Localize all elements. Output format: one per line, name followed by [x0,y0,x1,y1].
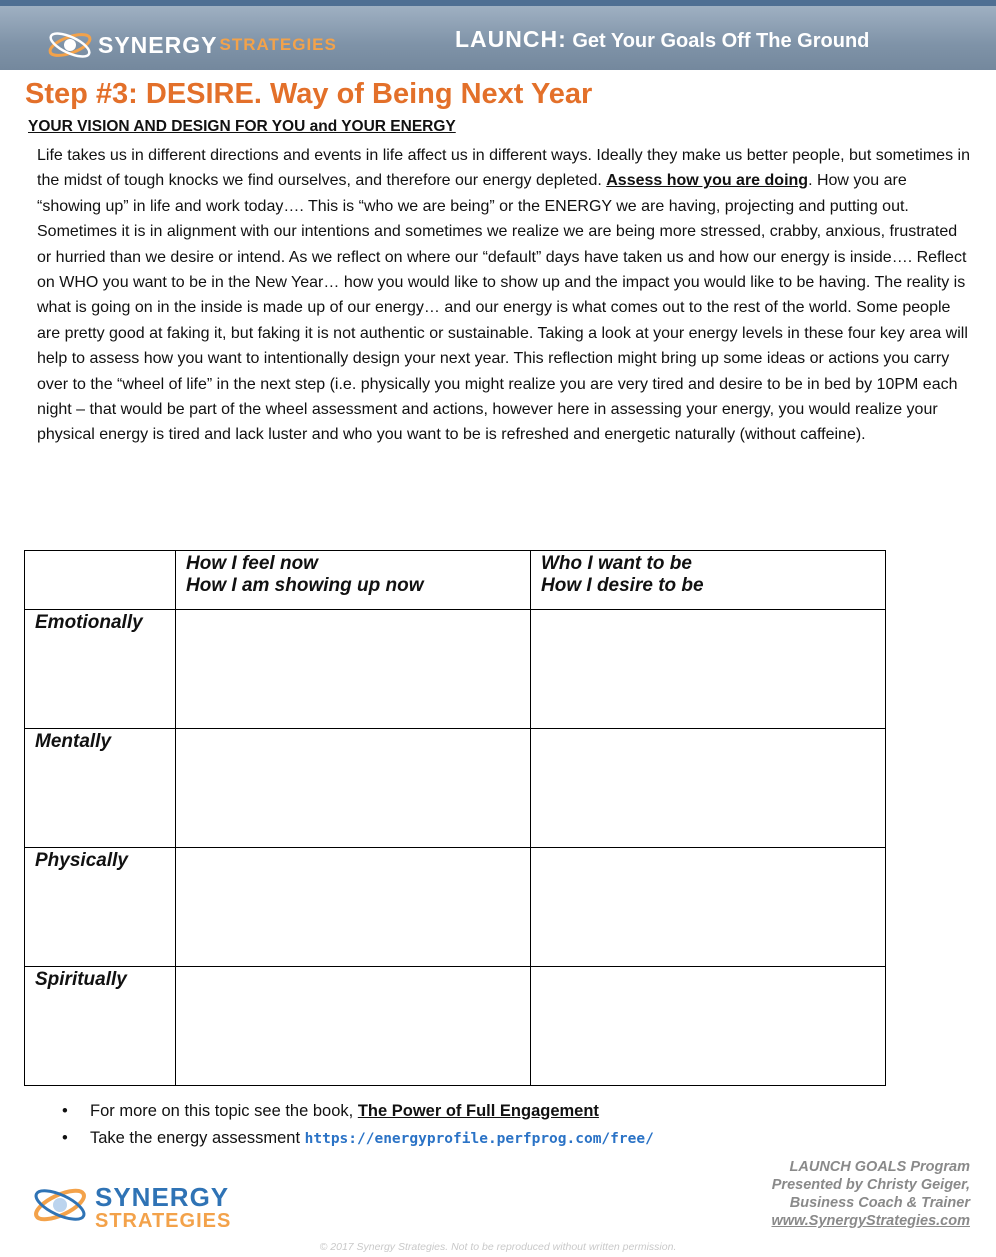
table-row [25,848,886,967]
brand-logo [46,28,337,62]
footer-brand-primary: SYNERGY [95,1182,230,1212]
body-rest: . How you are “showing up” in life and work today…. This is “who we are being” or the ENERGY we are having, projecting and putting out. Sometimes it is in alignment with our intentions and sometimes we realize we are being more stressed, crabby, anxious, frustrated or hurried than we desire or intend. As we reflect on where our “default” days have taken us and how our energy is inside…. Reflect on WHO you want to be in the New Year… how you would like to show up and the impact you would like to be having. The reality is what is going on in the inside is made up of our energy… and our energy is what comes out to the rest of the world. Some people are pretty good at faking it, but faking it is not authentic or sustainable. Taking a look at your energy levels in these four key area will help to assess how you want to intentionally design your next year. This reflection might bring up some ideas or actions you carry over to the “wheel of life” in the next step (i.e. physically you might realize you are very tired and desire to be in bed by 10PM each night – that would be part of the wheel assessment and actions, however here in assessing your energy, you would realize your physical energy is tired and lack luster and who you want to be is refreshed and energetic naturally (without caffeine). [37,172,968,444]
copyright-notice: © 2017 Synergy Strategies. Not to be reproduced without written permission. [319,1241,677,1253]
row-label-physically: Physically [25,848,176,967]
body-intro: Life takes us in different directions and events in life affect us in different ways. Ideally they make us better people, but sometimes in the midst of tough knocks we find ourselves, and therefore our energy depleted. [37,147,970,190]
cell-emotionally-future[interactable] [531,610,886,729]
brand-primary: SYNERGY [98,31,218,58]
list-item [62,1129,654,1156]
page-title: Step #3: DESIRE. Way of Being Next Year [25,78,593,110]
bullet-icon: • [62,1102,68,1120]
column-header-now-line1: How I feel now [186,553,318,574]
table-header-row [25,551,886,610]
assessment-link[interactable]: https://energyprofile.perfprog.com/free/ [304,1131,654,1147]
cell-physically-future[interactable] [531,848,886,967]
bullet-icon: • [62,1129,68,1147]
cell-spiritually-future[interactable] [531,967,886,1086]
table-row [25,610,886,729]
table-corner-cell [25,551,176,610]
launch-word: LAUNCH: [455,26,567,52]
table-row [25,729,886,848]
assessment-note: Take the energy assessment [90,1129,305,1147]
section-subtitle: YOUR VISION AND DESIGN FOR YOU and YOUR ENERGY [28,118,456,135]
book-note: For more on this topic see the book, [90,1102,358,1120]
cell-mentally-now[interactable] [176,729,531,848]
cell-physically-now[interactable] [176,848,531,967]
brand-secondary: STRATEGIES [219,35,337,54]
row-label-spiritually: Spiritually [25,967,176,1086]
resource-list [62,1102,654,1156]
row-label-emotionally: Emotionally [25,610,176,729]
orbit-logo-icon [30,1180,90,1230]
cell-mentally-future[interactable] [531,729,886,848]
launch-tagline: Get Your Goals Off The Ground [566,30,870,52]
energy-table [24,550,886,1086]
orbit-logo-icon [46,28,94,62]
program-credits [771,1158,970,1230]
website-link[interactable]: www.SynergyStrategies.com [771,1213,970,1229]
book-title-link[interactable]: The Power of Full Engagement [357,1102,599,1120]
column-header-future [531,551,886,610]
body-emphasis: Assess how you are doing [606,172,809,190]
cell-emotionally-now[interactable] [176,610,531,729]
body-paragraph [37,143,972,448]
column-header-future-line1: Who I want to be [541,553,692,574]
credits-presenter: Presented by Christy Geiger, [771,1177,970,1193]
row-label-mentally: Mentally [25,729,176,848]
header-banner [0,0,996,70]
cell-spiritually-now[interactable] [176,967,531,1086]
credits-program: LAUNCH GOALS Program [789,1159,970,1175]
list-item [62,1102,654,1129]
footer-brand-secondary: STRATEGIES [95,1210,232,1232]
column-header-now-line2: How I am showing up now [186,575,424,596]
column-header-now [176,551,531,610]
table-row [25,967,886,1086]
credits-role: Business Coach & Trainer [789,1195,970,1211]
column-header-future-line2: How I desire to be [541,575,704,596]
launch-heading [455,26,869,53]
footer-logo [30,1180,250,1232]
